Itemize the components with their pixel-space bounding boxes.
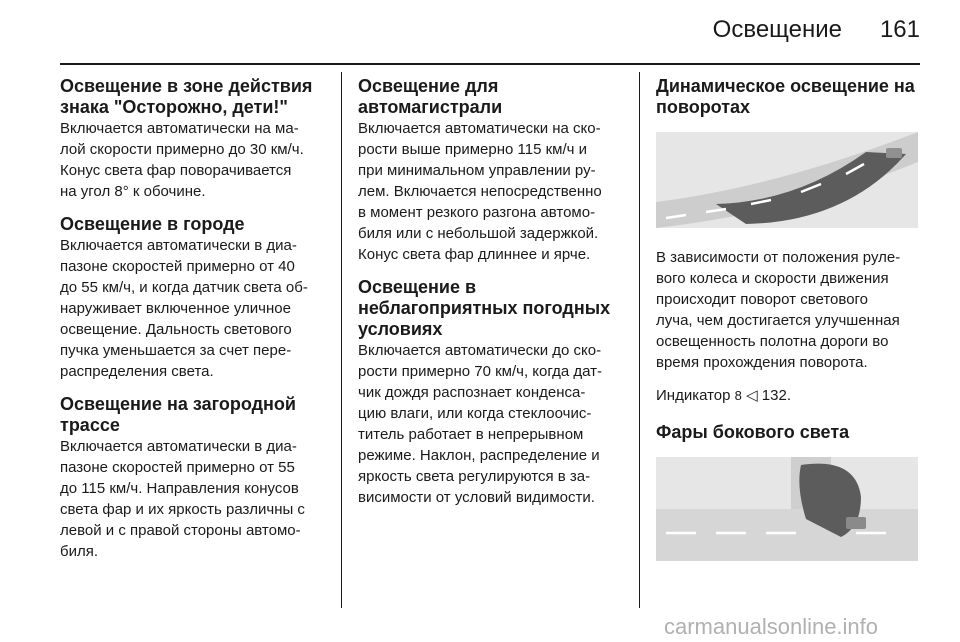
- column-left: [60, 76, 332, 574]
- page-header: [60, 0, 920, 56]
- watermark: carmanualsonline.info: [664, 614, 879, 639]
- section-title-country-road: Освещение на загородной трассе: [60, 394, 296, 435]
- section-title-bad-weather: Освещение в неблагоприятных погодных условиях: [358, 277, 611, 339]
- section-title-city: Освещение в городе: [60, 214, 245, 234]
- column-right: [656, 76, 928, 580]
- page-ref-arrow-icon: ◁: [746, 387, 758, 404]
- indicator-label: Индикатор: [656, 387, 731, 404]
- page-title: Освещение: [712, 16, 842, 43]
- section-title-children-zone: Освещение в зоне действия знака "Осторожно, дети!": [60, 76, 313, 117]
- curve-light-illustration: [656, 132, 918, 228]
- indicator-page-link[interactable]: 132.: [761, 387, 791, 404]
- column-middle: [358, 76, 630, 520]
- section-title-highway: Освещение для автомагистрали: [358, 76, 503, 117]
- header-rule: [60, 63, 920, 65]
- indicator-reference: [656, 385, 928, 406]
- section-text-bad-weather: Включается автоматически до ско- рости примерно 70 км/ч, когда дат- чик дождя распознает конденса- цию влаги, или когда стеклоочис- титель работает в непрерывном режиме. Наклон, распределение и яркость света регулируются в за- висимости от условий видимости.: [358, 342, 603, 506]
- section-text-city: Включается автоматически в диа- пазоне скоростей примерно от 40 до 55 км/ч, и когда датчик света об- наруживает включенное уличное освещение. Дальность светового пучка уменьшается за счет пере- распределения света.: [60, 237, 308, 380]
- section-title-cornering-lights: Фары бокового света: [656, 422, 850, 442]
- section-text-highway: Включается автоматически на ско- рости выше примерно 115 км/ч и при минимальном управлении ру- лем. Включается непосредственно в момент резкого разгона автомо- биля или с небольшой задержкой. Конус света фар длиннее и ярче.: [358, 120, 602, 263]
- column-divider: [639, 72, 640, 608]
- section-text-country-road: Включается автоматически в диа- пазоне скоростей примерно от 55 до 115 км/ч. Направления конусов света фар и их яркость различны с левой и с правой стороны автомо- биля.: [60, 438, 305, 560]
- section-title-dynamic-curve: Динамическое освещение на поворотах: [656, 76, 915, 117]
- section-text-dynamic-curve: В зависимости от положения руле- вого колеса и скорости движения происходит поворот светового луча, чем достигается улучшенная освещенность полотна дороги во время прохождения поворота.: [656, 249, 901, 371]
- headlight-indicator-icon: 8: [734, 388, 742, 403]
- page-number: 161: [879, 16, 920, 43]
- column-divider: [341, 72, 342, 608]
- cornering-light-illustration: [656, 457, 918, 561]
- section-text-children-zone: Включается автоматически на ма- лой скорости примерно до 30 км/ч. Конус света фар поворачивается на угол 8° к обочине.: [60, 120, 304, 200]
